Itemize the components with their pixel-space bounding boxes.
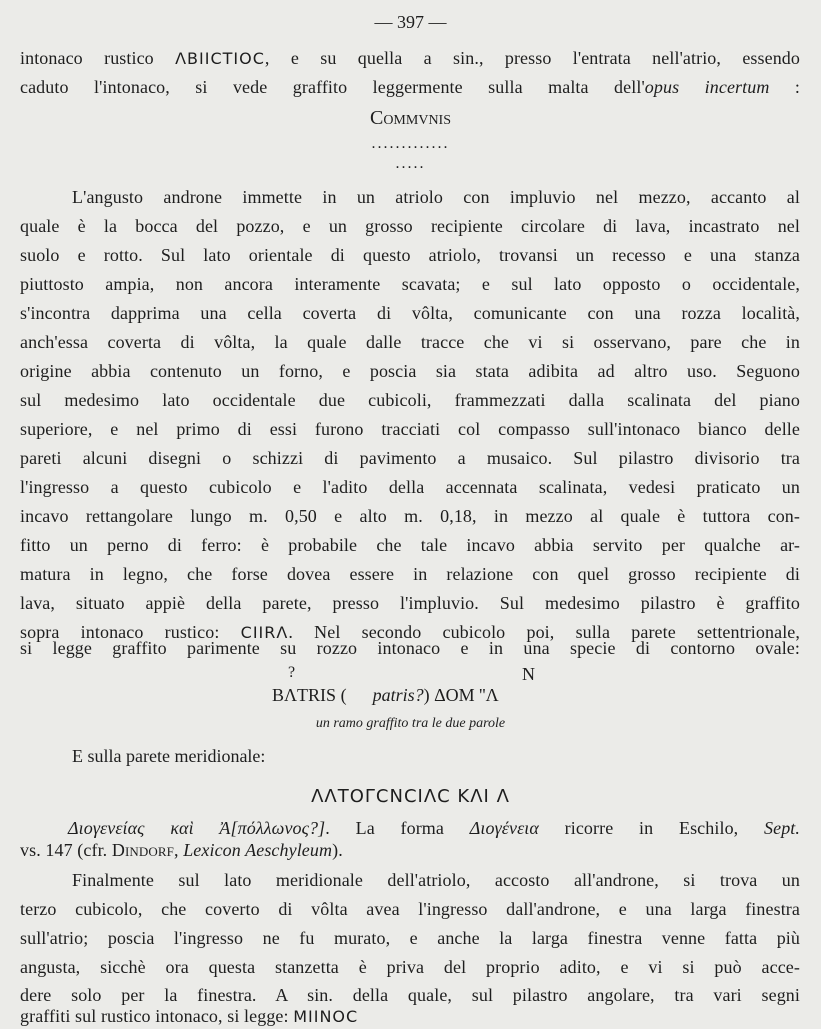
text-line: L'angusto androne immette in un atriolo con impluvio nel mezzo, accanto al: [72, 187, 800, 207]
text-line: fitto un perno di ferro: è probabile che tale incavo abbia servito per qualche ar-: [20, 535, 800, 555]
italic-text: Διογενείας καὶ Ἀ[πόλλωνος?]: [68, 818, 326, 838]
text-line: terzo cubicolo, che coverto di vôlta avea l'ingresso dall'androne, e una larga finestra: [20, 899, 800, 919]
text: ricorre in Eschilo,: [538, 818, 764, 838]
italic-text: opus incertum: [644, 77, 770, 97]
text: , e su quella a sin., presso l'entrata nell'atrio, essendo: [264, 48, 801, 68]
text-line: lava, situato appiè della parete, presso l'impluvio. Sul medesimo pilastro è graffito: [20, 593, 800, 613]
text-line: dere solo per la finestra. A sin. della quale, sul pilastro angolare, tra vari segni: [20, 985, 800, 1005]
text-line: s'incontra dapprima una cella coverta di vôlta, comunicante con una rozza località,: [20, 303, 800, 323]
italic-text: Sept.: [764, 818, 800, 838]
text: ).: [332, 840, 343, 860]
text: BΛTRIS (: [272, 685, 347, 705]
text: . Nel secondo cubicolo poi, sulla parete settentrionale,: [288, 622, 800, 642]
italic-text: patris?: [372, 685, 424, 705]
inscription-ciira: CIIRΛ: [240, 623, 289, 642]
text: sopra intonaco rustico:: [20, 622, 241, 642]
text-line: matura in legno, che forse dovea essere in relazione con quel grosso recipiente di: [20, 564, 800, 584]
inscription-abiictioc: ΛBIICTIOC: [175, 49, 265, 68]
text-line: superiore, e nel primo di essi furono tracciati col compasso sull'intonaco bianco delle: [20, 419, 800, 439]
italic-text: Lexicon Aeschyleum: [183, 840, 333, 860]
text-line: Finalmente sul lato meridionale dell'atriolo, accosto all'androne, si trova un: [72, 870, 800, 890]
text-line: angusta, sicchè ora questa stanzetta è priva del proprio adito, e vi si può acce-: [20, 957, 800, 977]
text-line: sull'atrio; poscia l'ingresso ne fu murato, e anche la larga finestra venne fatta più: [20, 928, 800, 948]
text-line: sul medesimo lato occidentale due cubicoli, frammezzati dalla scalinata del piano: [20, 390, 800, 410]
page-number: — 397 —: [374, 12, 447, 32]
italic-text: un ramo graffito tra le due parole: [315, 716, 506, 731]
text: intonaco rustico: [20, 48, 176, 68]
text-line: si legge graffito parimente su rozzo intonaco e in una specie di contorno ovale:: [20, 638, 800, 658]
text: ) ΔOM ''Λ: [423, 685, 499, 705]
text-line: [20, 838, 800, 862]
text-line: pareti alcuni disegni o schizzi di pavimento a musaico. Sul pilastro divisorio tra: [20, 448, 800, 468]
text-line: [20, 75, 800, 99]
text-line: piuttosto ampia, non ancora interamente scavata; e sul lato opposto o occidentale,: [20, 274, 800, 294]
text-line: E sulla parete meridionale:: [72, 746, 266, 766]
inscription-greek: ΛΛTOΓCNCIΛC KΛI Λ: [311, 786, 510, 807]
author-name: Dindorf: [111, 840, 174, 860]
text-line: origine abbia contenuto un forno, e poscia sia stata adibita ad altro uso. Seguono: [20, 361, 800, 381]
inscription-superscript-n: N: [522, 664, 535, 684]
text-line: quale è la bocca del pozzo, e un grosso recipiente circolare di lava, incastrato nel: [20, 216, 800, 236]
text-line: l'ingresso a questo cubicolo e l'adito della accennata scalinata, vedesi praticato un: [20, 477, 800, 497]
inscription-note: [0, 712, 821, 736]
text: graffiti sul rustico intonaco, si legge:: [20, 1006, 294, 1026]
text-line: [68, 816, 800, 840]
text: vs. 147 (cfr.: [20, 840, 112, 860]
inscription-batris: [272, 685, 499, 706]
text-line: incavo rettangolare lungo m. 0,50 e alto m. 0,18, in mezzo al quale è tuttora con-: [20, 506, 800, 526]
text: :: [769, 77, 800, 97]
lacuna-dots: .....: [395, 155, 426, 172]
text-line: [20, 1004, 800, 1029]
text: . La forma: [325, 818, 470, 838]
text: ,: [173, 840, 184, 860]
inscription-communis: Commvnis: [369, 107, 451, 129]
inscription-miinoc: MIINOC: [293, 1007, 359, 1026]
text-line: [20, 46, 800, 71]
text-line: suolo e rotto. Sul lato orientale di questo atriolo, trovansi un recesso e una stanza: [20, 245, 800, 265]
inscription-query-mark: ?: [288, 664, 296, 681]
text: caduto l'intonaco, si vede graffito leggermente sulla malta dell': [20, 77, 645, 97]
lacuna-dots: .............: [371, 135, 450, 152]
italic-text: Διογένεια: [469, 818, 539, 838]
text-line: anch'essa coverta di vôlta, la quale dalle tracce che vi si osservano, pare che in: [20, 332, 800, 352]
